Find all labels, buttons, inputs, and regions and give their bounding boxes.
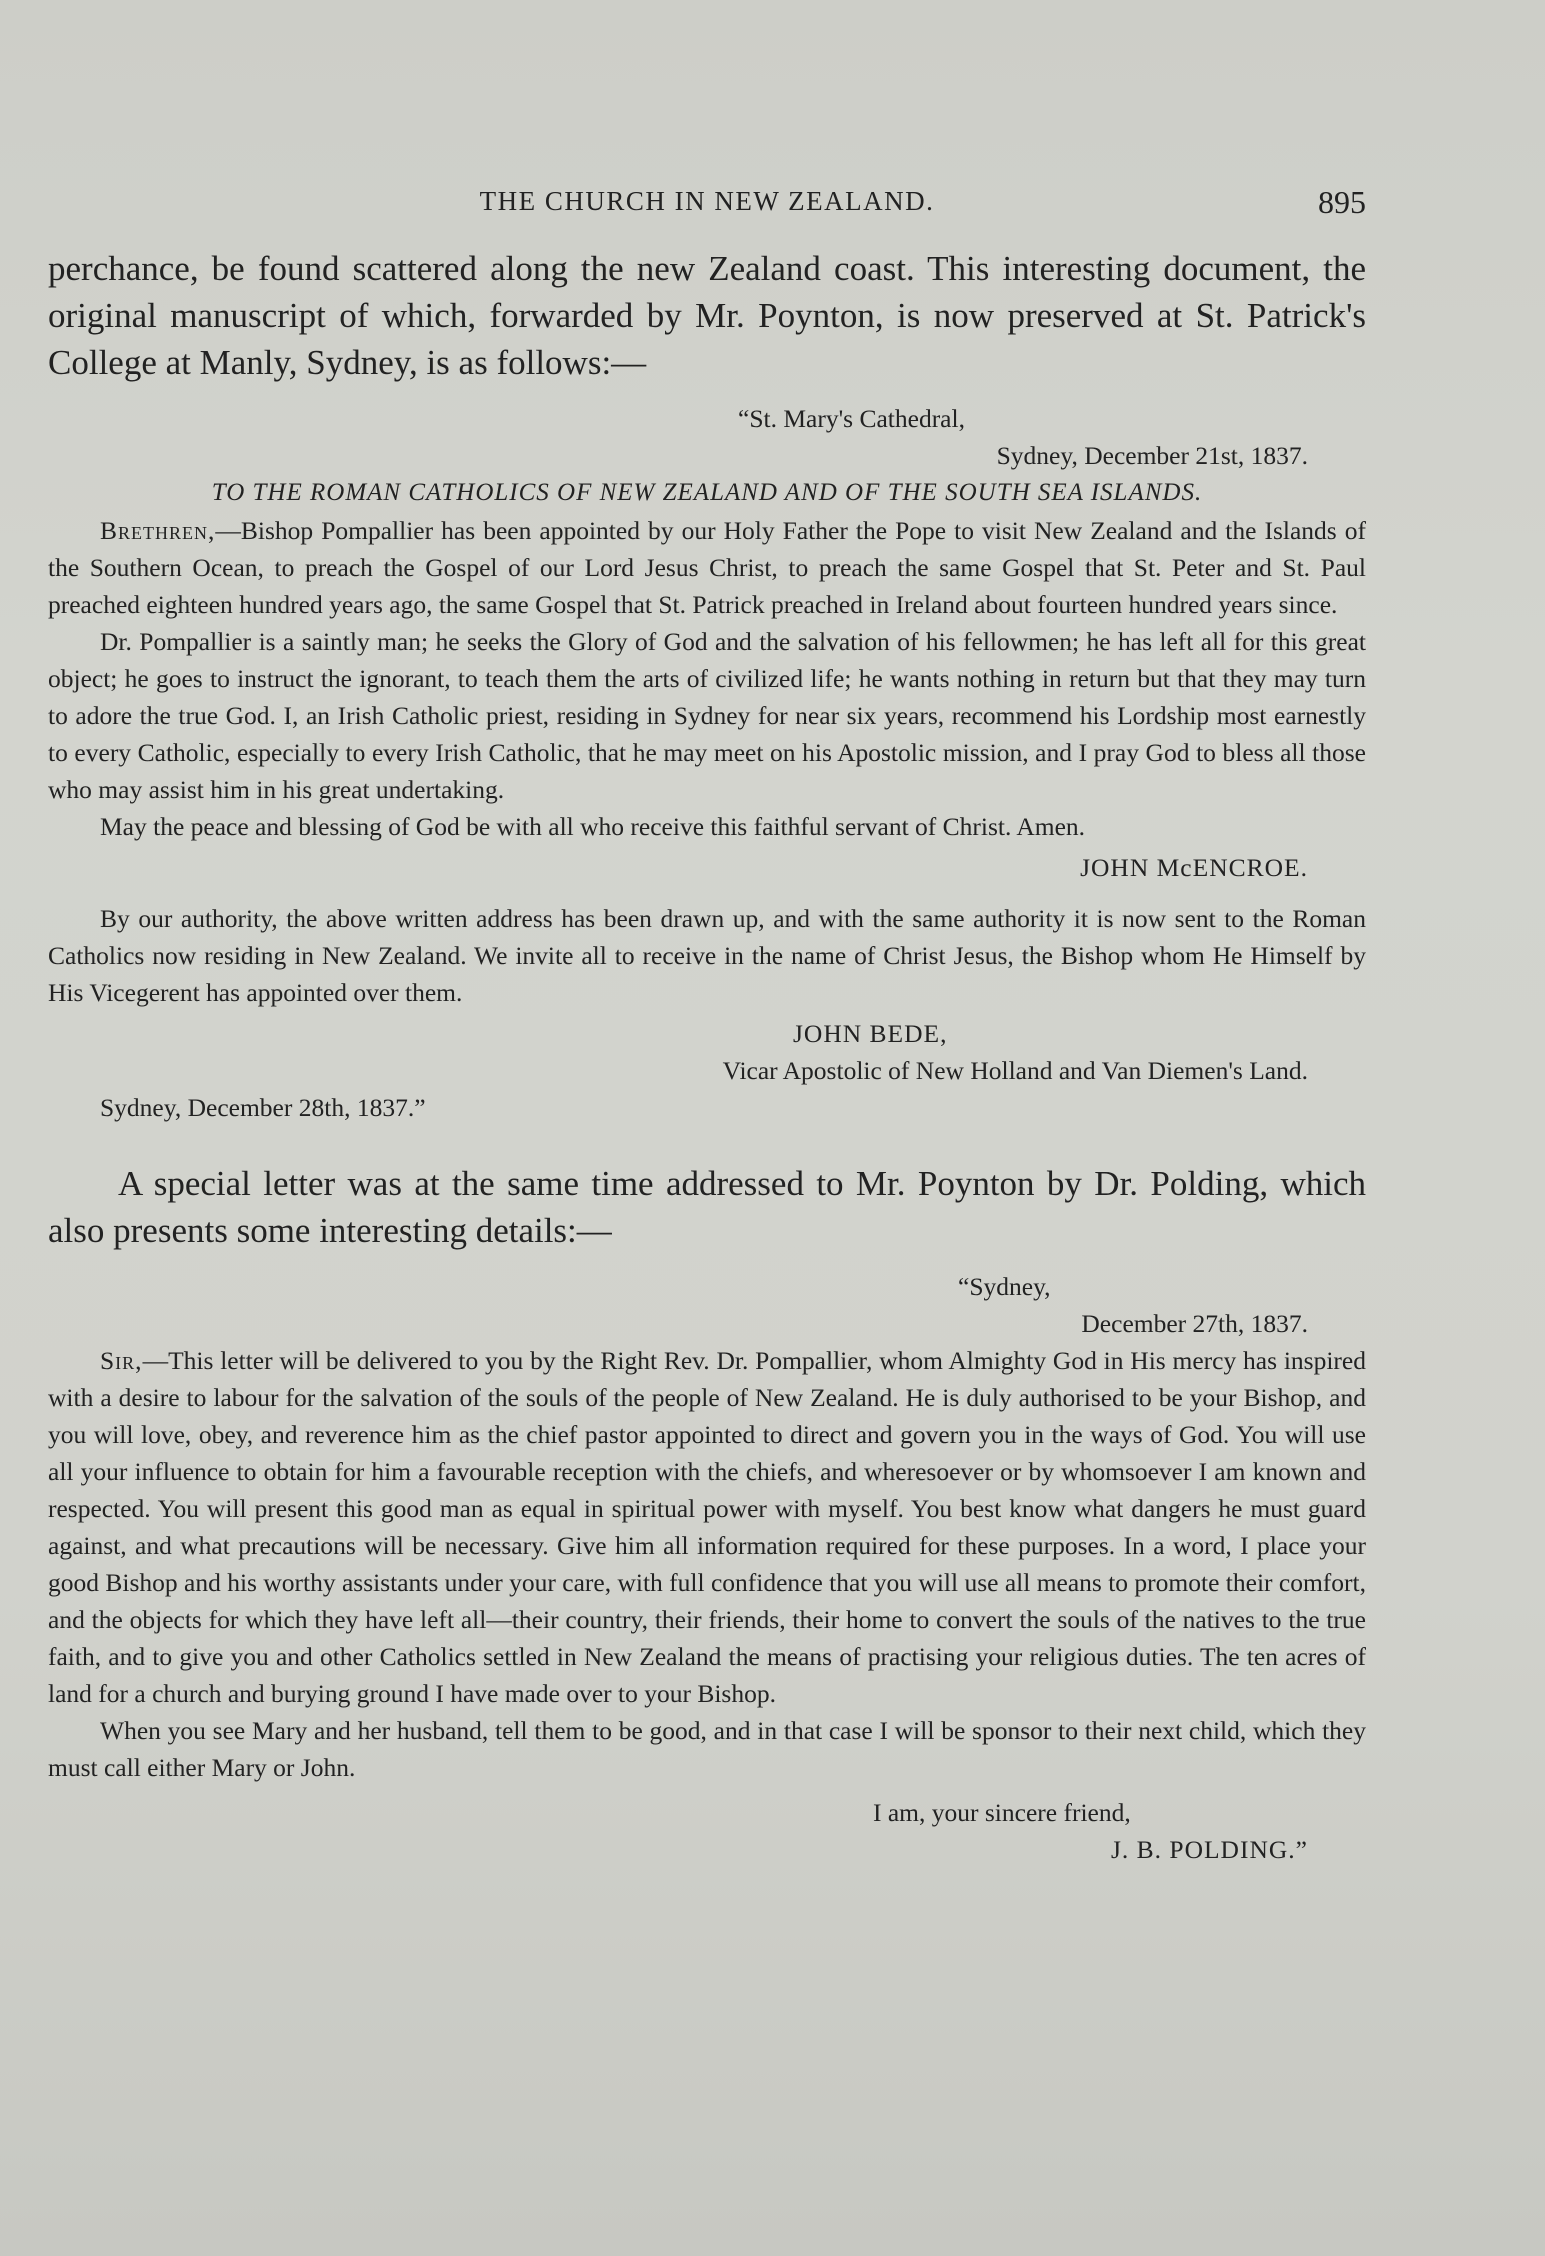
letter2-para2: When you see Mary and her husband, tell them to be good, and in that case I will be sponsor to their next child, which they must call either Mary or John. [48, 1716, 1366, 1782]
running-title: THE CHURCH IN NEW ZEALAND. [479, 186, 935, 216]
intro-paragraph: perchance, be found scattered along the new Zealand coast. This interesting document, the original manuscript of which, forwarded by Mr. Poynton, is now preserved at St. Patrick's College at Manly, Sydney, is as follows:— [48, 249, 1366, 382]
endorsement-date: Sydney, December 28th, 1837.” [100, 1093, 426, 1122]
letter1-date: Sydney, December 21st, 1837. [996, 441, 1308, 470]
letter1-signature: JOHN McENCROE. [1080, 853, 1308, 882]
endorsement-text: By our authority, the above written address has been drawn up, and with the same authority it is now sent to the Roman Catholics now residing in New Zealand. We invite all to receive in the name of Christ Jesus, the Bishop whom He Himself by His Vicegerent has appointed over them. [48, 904, 1366, 1007]
letter2-para1-text: —This letter will be delivered to you by the Right Rev. Dr. Pompallier, whom Almighty God in His mercy has inspired with a desire to labour for the salvation of the souls of the people of New Zealand. He is duly authorised to be your Bishop, and you will love, obey, and reverence him as the chief pastor appointed to direct and govern you in the ways of God. You will use all your influence to obtain for him a favourable reception with the chiefs, and wheresoever or by whomsoever I am known and respected. You will present this good man as equal in spiritual power with myself. You best know what dangers he must guard against, and what precautions will be necessary. Give him all information required for these purposes. In a word, I place your good Bishop and his worthy assistants under your care, with full confidence that you will use all means to promote their comfort, and the objects for which they have left all—their country, their friends, their home to convert the souls of the natives to the true faith, and to give you and other Catholics settled in New Zealand the means of practising your religious duties. The ten acres of land for a church and burying ground I have made over to your Bishop. [48, 1346, 1366, 1708]
second-intro-paragraph: A special letter was at the same time addressed to Mr. Poynton by Dr. Polding, which also presents some interesting details:— [48, 1164, 1366, 1250]
letter1-address: TO THE ROMAN CATHOLICS OF NEW ZEALAND AND OF THE SOUTH SEA ISLANDS. [211, 479, 1203, 506]
letter1-salutation: Brethren, [100, 516, 216, 545]
endorsement-title: Vicar Apostolic of New Holland and Van Diemen's Land. [722, 1056, 1308, 1085]
endorsement-signature: JOHN BEDE, [793, 1019, 948, 1048]
letter1-para3: May the peace and blessing of God be with all who receive this faithful servant of Christ. Amen. [100, 812, 1086, 841]
letter2-signature: J. B. POLDING.” [1110, 1835, 1308, 1864]
letter2-place: “Sydney, [958, 1272, 1051, 1301]
letter1-para1 [48, 512, 1366, 623]
page-number: 895 [1318, 184, 1366, 220]
letter2-salutation: Sir, [100, 1346, 143, 1375]
letter-polding [48, 1268, 1366, 1868]
letter1-place: “St. Mary's Cathedral, [738, 404, 965, 433]
letter2-closing: I am, your sincere friend, [873, 1798, 1131, 1827]
page-body [48, 245, 1366, 1868]
letter-mcencroe [48, 400, 1366, 886]
letter2-date: December 27th, 1837. [1081, 1309, 1308, 1338]
letter2-para1 [48, 1342, 1366, 1712]
page-header [48, 180, 1366, 230]
letter1-para1-text: —Bishop Pompallier has been appointed by our Holy Father the Pope to visit New Zealand and the Islands of the Southern Ocean, to preach the Gospel of our Lord Jesus Christ, to preach the same Gospel that St. Peter and St. Paul preached eighteen hundred years ago, the same Gospel that St. Patrick preached in Ireland about fourteen hundred years since. [48, 516, 1366, 619]
endorsement-bede [48, 900, 1366, 1126]
letter1-para2: Dr. Pompallier is a saintly man; he seeks the Glory of God and the salvation of his fellowmen; he has left all for this great object; he goes to instruct the ignorant, to teach them the arts of civilized life; he wants nothing in return but that they may turn to adore the true God. I, an Irish Catholic priest, residing in Sydney for near six years, recommend his Lordship most earnestly to every Catholic, especially to every Irish Catholic, that he may meet on his Apostolic mission, and I pray God to bless all those who may assist him in his great undertaking. [48, 627, 1366, 804]
